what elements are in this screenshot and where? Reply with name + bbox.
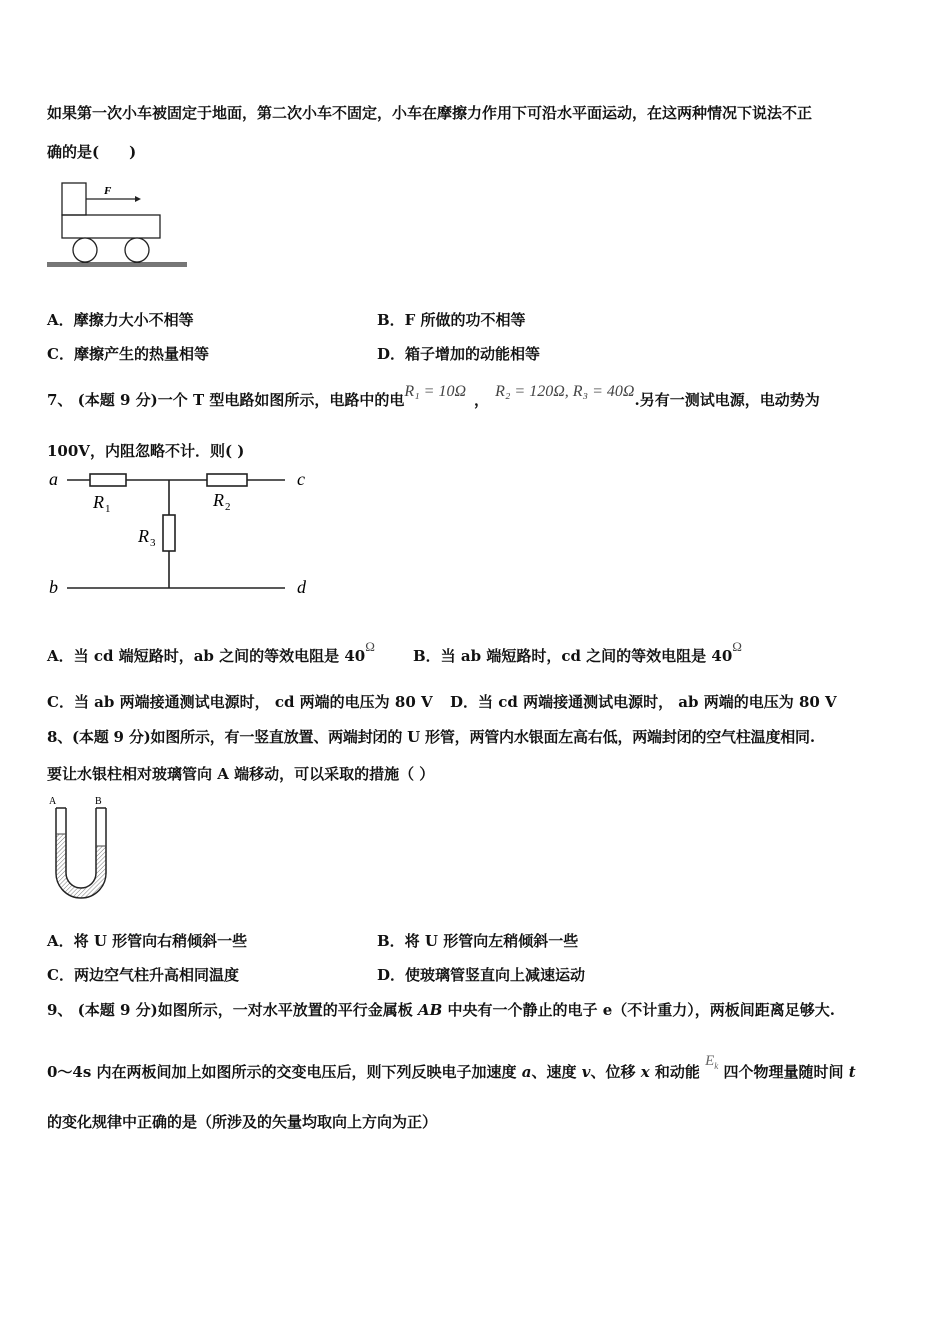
q7-r2r3-formula: R₂ = 120Ω, R₃ = 40Ω [495,383,635,400]
q9-line1-pre: 9、 (本题 9 分)如图所示，一对水平放置的平行金属板 [47,1001,418,1019]
q9-ek-symbol: E [705,1053,715,1069]
tube-label-b: B [95,796,102,807]
q8-text-line2: 要让水银柱相对玻璃管向 A 端移动，可以采取的措施（ ） [47,765,435,783]
q6-text-line2: 确的是( ) [47,143,137,161]
q7-option-a-text: A．当 cd 端短路时，ab 之间的等效电阻是 40 [47,647,366,665]
label-r2-sub: 2 [225,501,231,513]
q7-option-c: C．当 ab 两端接通测试电源时， cd 两端的电压为 80 V [47,693,433,711]
q9-plates-ab: AB [417,1001,443,1019]
q6-option-b: B．F 所做的功不相等 [377,311,526,329]
q9-sep1: 、速度 [531,1063,582,1081]
force-label: F [104,185,112,197]
q9-var-ek [705,1053,718,1069]
u-tube-figure [45,793,115,905]
label-r2: R [213,490,224,510]
q6-option-a: A．摩擦力大小不相等 [47,311,194,329]
q9-var-v: v [581,1063,591,1081]
t-circuit-diagram [45,465,320,605]
terminal-c: c [297,469,305,489]
q9-line2-post: 四个物理量随时间 [718,1063,849,1081]
q9-line1-post: 中央有一个静止的电子 e（不计重力），两板间距离足够大. [442,1001,836,1019]
q9-ek-sub: k [714,1061,719,1071]
q9-line2-pre: 0～4s 内在两板间加上如图所示的交变电压后，则下列反映电子加速度 [47,1063,522,1081]
label-r1-sub: 1 [105,503,111,515]
q7-r1-formula: R₁ = 10Ω [404,383,467,400]
q6-option-c: C．摩擦产生的热量相等 [47,345,209,363]
terminal-b: b [49,577,58,597]
q9-text-line3: 的变化规律中正确的是（所涉及的矢量均取向上方向为正） [47,1113,438,1131]
terminal-d: d [297,577,306,597]
q7-option-b [413,639,742,666]
label-r1: R [93,492,104,512]
q7-option-b-text: B．当 ab 端短路时，cd 之间的等效电阻是 40 [413,647,733,665]
q8-option-c: C．两边空气柱升高相同温度 [47,966,239,984]
q7-text-line2: 100V，内阻忽略不计．则( ) [47,442,245,460]
q7-option-d: D．当 cd 两端接通测试电源时， ab 两端的电压为 80 V [450,693,837,711]
cart-figure [45,180,195,272]
q8-option-a: A．将 U 形管向右稍倾斜一些 [47,932,248,950]
tube-label-a: A [49,796,57,807]
q9-text-line2 [47,1053,856,1083]
q7-option-b-unit: Ω [732,639,742,654]
q8-option-d: D．使玻璃管竖直向上减速运动 [377,966,586,984]
q9-var-a: a [521,1063,532,1081]
q9-text-line1 [47,999,835,1020]
q9-var-x: x [640,1063,650,1081]
label-r3: R [138,526,149,546]
q8-option-b: B．将 U 形管向左稍倾斜一些 [377,932,579,950]
q7-comma: ， [474,391,490,409]
q7-option-a-unit: Ω [365,639,375,654]
label-r3-sub: 3 [150,537,156,549]
q7-prefix: 7、 (本题 9 分)一个 T 型电路如图所示，电路中的电 [47,391,405,409]
q6-option-d: D．箱子增加的动能相等 [377,345,541,363]
q6-text-line1: 如果第一次小车被固定于地面，第二次小车不固定，小车在摩擦力作用下可沿水平面运动，在这两种情况下说法不正 [47,104,813,122]
q7-option-a [47,639,375,666]
q9-var-t: t [848,1063,856,1081]
q9-sep3: 和动能 [649,1063,706,1081]
q8-text-line1: 8、(本题 9 分)如图所示，有一竖直放置、两端封闭的 U 形管，两管内水银面左高右低，两端封闭的空气柱温度相同. [47,728,815,746]
terminal-a: a [49,469,58,489]
q7-text-line1 [47,383,820,410]
q9-sep2: 、位移 [590,1063,641,1081]
q7-suffix: .另有一测试电源，电动势为 [634,391,820,409]
